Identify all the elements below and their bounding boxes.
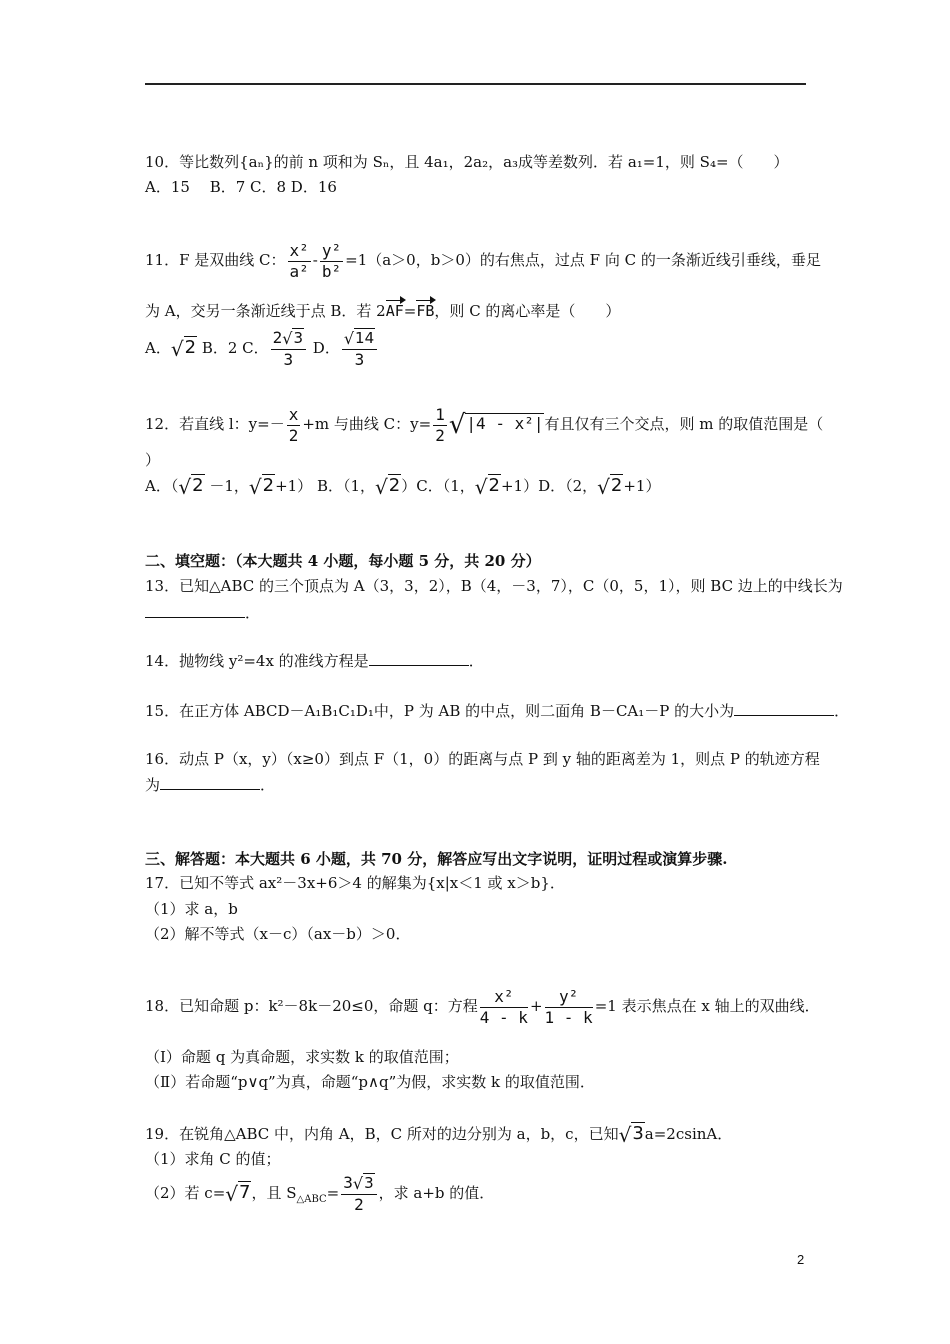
q19-stem: 19．在锐角△ABC 中，内角 A，B，C 所对的边分别为 a，b，c，已知√3a=2csinA． bbox=[145, 1123, 733, 1147]
section-3-heading: 三、解答题：本大题共 6 小题，共 70 分，解答应写出文字说明，证明过程或演算步骤. bbox=[145, 850, 728, 868]
q10-stem: 10．等比数列{aₙ}的前 n 项和为 Sₙ，且 4a₁，2a₂，a₃成等差数列．若 a₁=1，则 S₄=（ ） bbox=[145, 153, 789, 171]
q13-blank bbox=[145, 603, 245, 618]
q12-fraction-x-2: $\frac{x}{2}$ bbox=[288, 404, 299, 445]
q10-options: A．15 B．7 C．8 D．16 bbox=[145, 178, 337, 196]
q19-part2: （2）若 c=√7，且 $S_{\triangle ABC}=$ $\frac{3√3}{2}$ ，求 a+b 的值． bbox=[145, 1173, 495, 1214]
sqrt-3: 3 bbox=[632, 1123, 644, 1144]
q14-blank bbox=[369, 651, 469, 666]
q12-line2: ） bbox=[145, 451, 161, 469]
q18-part1: （Ⅰ）命题 q 为真命题，求实数 k 的取值范围； bbox=[145, 1048, 459, 1066]
q11-line2: 为 A，交另一条渐近线于点 B．若 2AF=FB，则 C 的离心率是（ ） bbox=[145, 302, 621, 320]
q15-stem: 15．在正方体 ABCD－A₁B₁C₁D₁中，P 为 AB 的中点，则二面角 B－CA₁－P 的大小为 ． bbox=[145, 702, 850, 720]
q18-stem: 18．已知命题 p：k²－8k－20≤0，命题 q：方程 $\frac{\text{x²}}{4 - k}$ + $\frac{\text{y²}}{1 - k}$ =1 表示焦点在 x 轴上的双曲线． bbox=[145, 986, 820, 1027]
vector-af: AF bbox=[385, 302, 404, 320]
q16-blank bbox=[160, 775, 260, 790]
q11-stem: 11．F 是双曲线 C： $\frac{\text{x²}}{\text{a²}}$ - $\frac{\text{y²}}{\text{b²}}$ =1（a＞0，b＞0）的右焦点，过点 F 向 C 的一条渐近线引垂线，垂足 bbox=[145, 240, 821, 281]
q16-line2: 为 ． bbox=[145, 776, 276, 794]
section-2-heading: 二、填空题：（本大题共 4 小题，每小题 5 分，共 20 分） bbox=[145, 552, 541, 570]
header-rule bbox=[145, 83, 806, 85]
page-number: 2 bbox=[797, 1252, 805, 1267]
q17-part2: （2）解不等式（x－c）（ax－b）＞0． bbox=[145, 925, 411, 943]
q11-fraction-y2-b2: $\frac{\text{y²}}{\text{b²}}$ bbox=[321, 240, 342, 281]
q18-part2: （Ⅱ）若命题“p∨q”为真，命题“p∧q”为假，求实数 k 的取值范围． bbox=[145, 1073, 595, 1091]
q19-area-fraction: $\frac{3√3}{2}$ bbox=[341, 1175, 376, 1213]
q19-part1: （1）求角 C 的值； bbox=[145, 1150, 281, 1168]
q18-fraction-x2: $\frac{\text{x²}}{4 - k}$ bbox=[479, 986, 528, 1027]
q12-stem: 12．若直线 l：y=－ $\frac{x}{2}$ +m 与曲线 C：y= $\frac{1}{2}$ √|4 - x²|有且仅有三个交点，则 m 的取值范围是（ bbox=[145, 404, 824, 445]
q12-options: A．（√2 －1，√2+1） B．（1，√2）C．（1，√2+1）D．（2，√2+1） bbox=[145, 475, 661, 499]
vector-fb: FB bbox=[416, 302, 435, 320]
q13-stem: 13．已知△ABC 的三个顶点为 A（3，3，2），B（4，－3，7），C（0，5，1），则 BC 边上的中线长为 bbox=[145, 577, 843, 595]
sqrt-7: 7 bbox=[239, 1182, 251, 1203]
sqrt-2: 2 bbox=[184, 337, 197, 358]
q17-part1: （1）求 a，b bbox=[145, 900, 238, 918]
q11-options: A．√2 B．2 C． $\frac{2√3}{3}$ D． $\frac{√14}{3}$ bbox=[145, 326, 379, 371]
q17-stem: 17．已知不等式 ax²－3x+6＞4 的解集为{x|x＜1 或 x＞b}． bbox=[145, 874, 565, 892]
q12-fraction-1-2: $\frac{1}{2}$ bbox=[435, 404, 445, 445]
q16-stem: 16．动点 P（x，y）（x≥0）到点 F（1，0）的距离与点 P 到 y 轴的距离差为 1，则点 P 的轨迹方程 bbox=[145, 750, 820, 768]
q14-stem: 14．抛物线 y²=4x 的准线方程是 ． bbox=[145, 652, 484, 670]
q13-answer-line: ． bbox=[145, 603, 260, 623]
q11-option-d-fraction: $\frac{√14}{3}$ bbox=[342, 330, 377, 368]
q12-radicand: |4 - x²| bbox=[466, 414, 544, 433]
q18-fraction-y2: $\frac{\text{y²}}{1 - k}$ bbox=[544, 986, 593, 1027]
q15-blank bbox=[734, 701, 834, 716]
q11-fraction-x2-a2: $\frac{\text{x²}}{\text{a²}}$ bbox=[289, 240, 309, 281]
q11-option-c-fraction: $\frac{2√3}{3}$ bbox=[271, 330, 306, 368]
